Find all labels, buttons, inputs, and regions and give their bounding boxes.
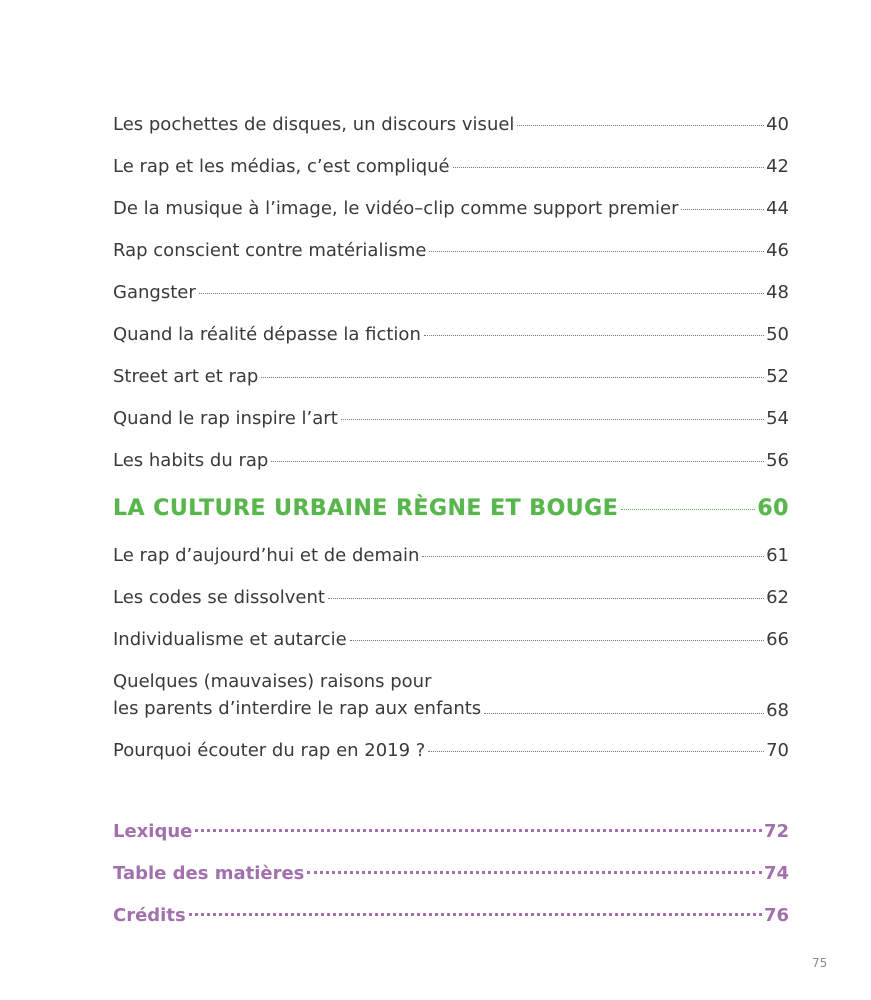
dot-leader xyxy=(681,209,764,210)
dot-leader xyxy=(484,713,764,714)
dot-leader xyxy=(307,871,762,874)
toc-entry-title: Quand le rap inspire l’art xyxy=(113,408,338,429)
toc-entry-page: 62 xyxy=(766,587,789,608)
toc-entry-title: Street art et rap xyxy=(113,366,259,387)
toc-entry-title: Quand la réalité dépasse la fiction xyxy=(113,324,421,345)
toc-entry xyxy=(113,629,789,651)
toc-entry-title-line: Quelques (mauvaises) raisons pour xyxy=(113,671,432,692)
dot-leader xyxy=(428,751,764,752)
toc-entry-title: Gangster xyxy=(113,282,196,303)
appendix-entry-page: 72 xyxy=(763,821,789,842)
appendix-entry xyxy=(113,905,789,927)
appendix-entry-title: Crédits xyxy=(113,905,186,926)
toc-entry-page: 68 xyxy=(766,700,789,721)
dot-leader xyxy=(328,598,764,599)
dot-leader xyxy=(517,125,764,126)
dot-leader xyxy=(189,913,762,916)
toc-entry xyxy=(113,545,789,567)
appendix-entry-page: 76 xyxy=(763,905,789,926)
toc-entry xyxy=(113,198,789,220)
dot-leader xyxy=(422,556,764,557)
section-heading-title: LA CULTURE URBAINE RÈGNE ET BOUGE xyxy=(113,496,619,521)
toc-entry-page: 56 xyxy=(766,450,789,471)
page-number: 75 xyxy=(812,956,828,970)
toc-entry-page: 48 xyxy=(766,282,789,303)
toc-entry-page: 66 xyxy=(766,629,789,650)
dot-leader xyxy=(261,377,764,378)
toc-entry xyxy=(113,740,789,762)
toc-entry-page: 54 xyxy=(766,408,789,429)
toc-entry-title: Le rap et les médias, c’est compliqué xyxy=(113,156,450,177)
toc-entry xyxy=(113,668,789,722)
dot-leader xyxy=(453,167,764,168)
toc-entry xyxy=(113,366,789,388)
toc-entry xyxy=(113,450,789,472)
dot-leader xyxy=(199,293,764,294)
appendix-entry-page: 74 xyxy=(763,863,789,884)
dot-leader xyxy=(350,640,764,641)
toc-entry xyxy=(113,587,789,609)
dot-leader xyxy=(424,335,764,336)
toc-entry-title: Individualisme et autarcie xyxy=(113,629,347,650)
appendix-entry-title: Table des matières xyxy=(113,863,305,884)
toc-entry-page: 50 xyxy=(766,324,789,345)
toc-entry xyxy=(113,240,789,262)
toc-entry-page: 46 xyxy=(766,240,789,261)
toc-entry xyxy=(113,408,789,430)
toc-entry-title: De la musique à l’image, le vidéo–clip comme support premier xyxy=(113,198,679,219)
dot-leader xyxy=(429,251,764,252)
toc-entry xyxy=(113,156,789,178)
toc-entry xyxy=(113,114,789,136)
appendix-entry xyxy=(113,863,789,885)
dot-leader xyxy=(195,829,762,832)
toc-entry-page: 52 xyxy=(766,366,789,387)
toc-entry-page: 42 xyxy=(766,156,789,177)
toc-entry-title-line: les parents d’interdire le rap aux enfants xyxy=(113,698,482,719)
toc-entry-title: Pourquoi écouter du rap en 2019 ? xyxy=(113,740,426,761)
toc-entry-title: Rap conscient contre matérialisme xyxy=(113,240,427,261)
appendix-entry-title: Lexique xyxy=(113,821,193,842)
appendix-entry xyxy=(113,821,789,843)
dot-leader xyxy=(341,419,764,420)
dot-leader xyxy=(621,509,755,510)
dot-leader xyxy=(271,461,764,462)
toc-entry xyxy=(113,324,789,346)
toc-entry xyxy=(113,282,789,304)
toc-entry-page: 44 xyxy=(766,198,789,219)
toc-entry-page: 61 xyxy=(766,545,789,566)
toc-entry-title: Le rap d’aujourd’hui et de demain xyxy=(113,545,420,566)
toc-entry-page: 70 xyxy=(766,740,789,761)
section-heading xyxy=(113,498,789,520)
toc-entry-title: Les codes se dissolvent xyxy=(113,587,325,608)
toc-entry-title xyxy=(113,668,481,722)
toc-entry-title: Les habits du rap xyxy=(113,450,269,471)
section-heading-page: 60 xyxy=(757,496,789,521)
toc-entry-title: Les pochettes de disques, un discours visuel xyxy=(113,114,515,135)
toc-entry-page: 40 xyxy=(766,114,789,135)
